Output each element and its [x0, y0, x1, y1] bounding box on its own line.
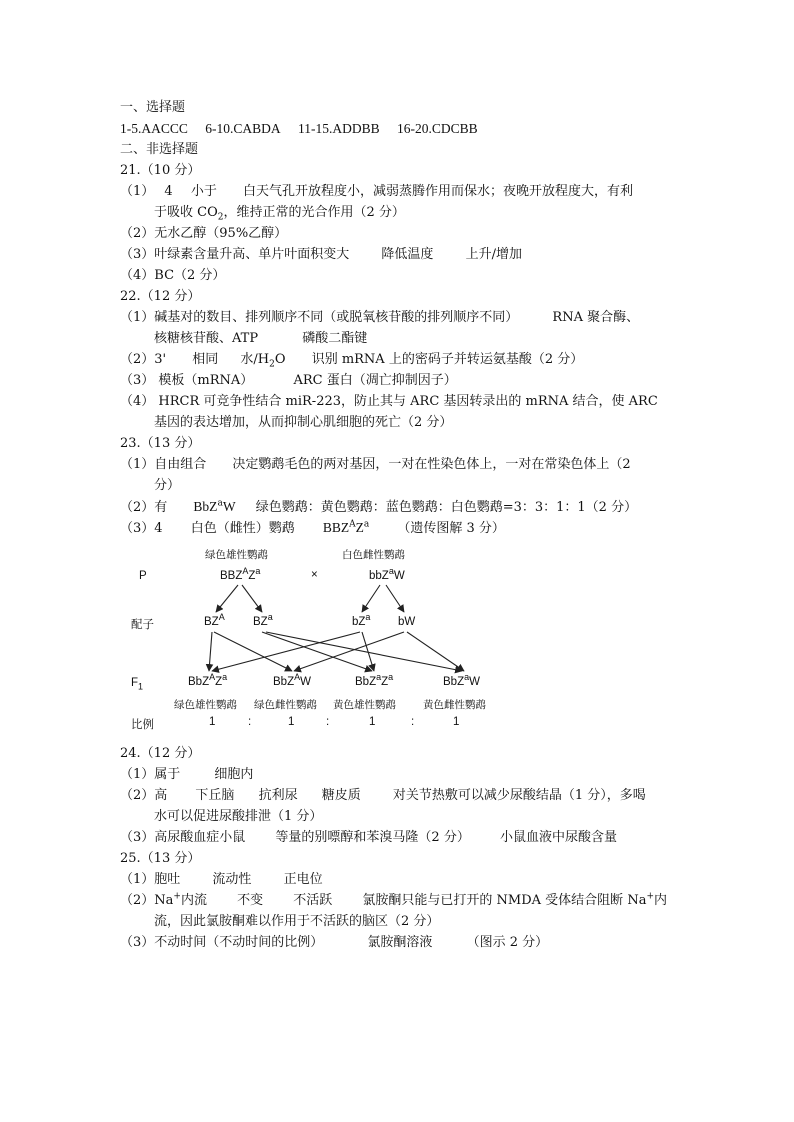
offspring-1-phenotype: 绿色雄性鹦鹉: [174, 699, 237, 711]
ratio-colon-1: :: [248, 716, 252, 728]
arrow-g1-to-o2: [214, 632, 292, 671]
parent-female-genotype: bbZ$^a$W: [369, 566, 405, 582]
section-nonchoice-title: 二、非选择题: [120, 142, 199, 157]
q21-part3: （3）叶绿素含量升高、单片叶面积变大 降低温度 上升/增加: [120, 247, 522, 262]
generation-p-label: P: [139, 570, 147, 582]
q21-part1: （1） 4 小于 白天气孔开放程度小，减弱蒸腾作用而保水；夜晚开放程度大，有利: [120, 184, 634, 199]
q22-part1-cont: 核糖核苷酸、ATP 磷酸二酯键: [154, 331, 368, 346]
offspring-2-phenotype: 绿色雌性鹦鹉: [254, 699, 317, 711]
q22-part2: （2）3' 相同 水$/H_2O$ 识别 mRNA 上的密码子并转运氨基酸（2 分）: [120, 352, 584, 370]
q22-part3: （3） 模板（mRNA） ARC 蛋白（凋亡抑制因子）: [120, 373, 457, 388]
mcq-6-10: 6-10.CABDA: [205, 121, 281, 136]
mcq-11-15: 11-15.ADDBB: [298, 121, 380, 136]
q21-part4: （4）BC（2 分）: [120, 268, 226, 283]
q23-part1: （1）自由组合 决定鹦鹉毛色的两对基因，一对在性染色体上，一对在常染色体上（2: [120, 457, 631, 472]
offspring-4-genotype: BbZ$^a$W: [443, 672, 480, 688]
q24-part2-cont: 水可以促进尿酸排泄（1 分）: [154, 809, 323, 824]
section-choice-title: 一、选择题: [120, 100, 186, 115]
q22-part4-cont: 基因的表达增加，从而抑制心肌细胞的死亡（2 分）: [154, 415, 453, 430]
q25-heading: 25.（13 分）: [120, 851, 201, 866]
q24-heading: 24.（12 分）: [120, 746, 201, 761]
arrow-g4-to-o2: [294, 632, 404, 671]
offspring-3-genotype: $BbZ^aZ^a$: [355, 672, 394, 688]
q21-part2: （2）无水乙醇（95%乙醇）: [120, 226, 288, 241]
ratio-2: 1: [288, 716, 295, 728]
ratio-colon-3: :: [411, 716, 415, 728]
gamete-3: $bZ^a$: [352, 612, 371, 628]
gamete-1: $BZ^A$: [204, 612, 225, 628]
arrow-g1-to-o1: [209, 632, 212, 671]
cross-symbol: ×: [311, 569, 318, 581]
q23-part3: （3）4 白色（雌性）鹦鹉 $BBZ^AZ^a$ （遗传图解 3 分）: [120, 519, 505, 536]
mcq-16-20: 16-20.CDCBB: [397, 121, 478, 136]
q21-part1-cont: 于吸收 $CO_2$，维持正常的光合作用（2 分）: [154, 205, 405, 223]
ratio-row-label: 比例: [131, 719, 154, 731]
ratio-4: 1: [453, 716, 460, 728]
q23-heading: 23.（13 分）: [120, 436, 201, 451]
q24-part3: （3）高尿酸血症小鼠 等量的别嘌醇和苯溴马隆（2 分） 小鼠血液中尿酸含量: [120, 830, 617, 845]
offspring-3-phenotype: 黄色雄性鹦鹉: [333, 699, 396, 711]
q25-part2: （2）Na+内流 不变 不活跃 氯胺酮只能与已打开的 NMDA 受体结合阻断 Na+内: [120, 891, 668, 908]
q24-part1: （1）属于 细胞内: [120, 767, 254, 782]
arrow-g2-to-o3: [262, 632, 372, 671]
mcq-1-5: 1-5.AACCC: [120, 121, 188, 136]
q21-heading: 21.（10 分）: [120, 163, 201, 178]
gamete-4: bW: [398, 616, 416, 628]
parent-male-name: 绿色雄性鹦鹉: [205, 549, 268, 561]
q23-part1-cont: 分）: [154, 478, 181, 493]
ratio-1: 1: [209, 716, 216, 728]
offspring-2-genotype: BbZ$^A$W: [273, 672, 311, 688]
arrow-g3-to-o1: [212, 632, 360, 671]
arrow-male-to-gamete-2: [242, 585, 262, 612]
q25-part3: （3）不动时间（不动时间的比例） 氯胺酮溶液 （图示 2 分）: [120, 935, 549, 950]
q23-part2: （2）有 BbZ$^a$W 绿色鹦鹉：黄色鹦鹉：蓝色鹦鹉：白色鹦鹉=3：3：1：1（2 分）: [120, 498, 638, 515]
q22-heading: 22.（12 分）: [120, 289, 201, 304]
ratio-3: 1: [369, 716, 376, 728]
parent-female-name: 白色雌性鹦鹉: [342, 549, 405, 561]
ratio-colon-2: :: [326, 716, 330, 728]
offspring-4-phenotype: 黄色雌性鹦鹉: [423, 699, 486, 711]
q22-part4: （4） HRCR 可竞争性结合 miR-223，防止其与 ARC 基因转录出的 mRNA 结合，使 ARC: [120, 394, 658, 409]
arrow-male-to-gamete-1: [216, 585, 238, 612]
gamete-row-label: 配子: [131, 619, 154, 631]
offspring-1-genotype: $BbZ^AZ^a$: [188, 672, 228, 688]
arrow-female-to-gamete-3: [362, 585, 380, 612]
q22-part1: （1）碱基对的数目、排列顺序不同（或脱氧核苷酸的排列顺序不同） RNA 聚合酶、: [120, 310, 640, 325]
q24-part2: （2）高 下丘脑 抗利尿 糖皮质 对关节热敷可以减少尿酸结晶（1 分），多喝: [120, 788, 646, 803]
gamete-2: $BZ^a$: [253, 612, 273, 628]
parent-male-genotype: $BBZ^AZ^a$: [220, 566, 261, 582]
arrow-g4-to-o4: [407, 632, 464, 671]
q25-part1: （1）胞吐 流动性 正电位: [120, 872, 323, 887]
arrow-female-to-gamete-4: [386, 585, 404, 612]
generation-f1-label: $F_1$: [131, 677, 144, 692]
q25-part2-cont: 流，因此氯胺酮难以作用于不活跃的脑区（2 分）: [154, 914, 440, 929]
